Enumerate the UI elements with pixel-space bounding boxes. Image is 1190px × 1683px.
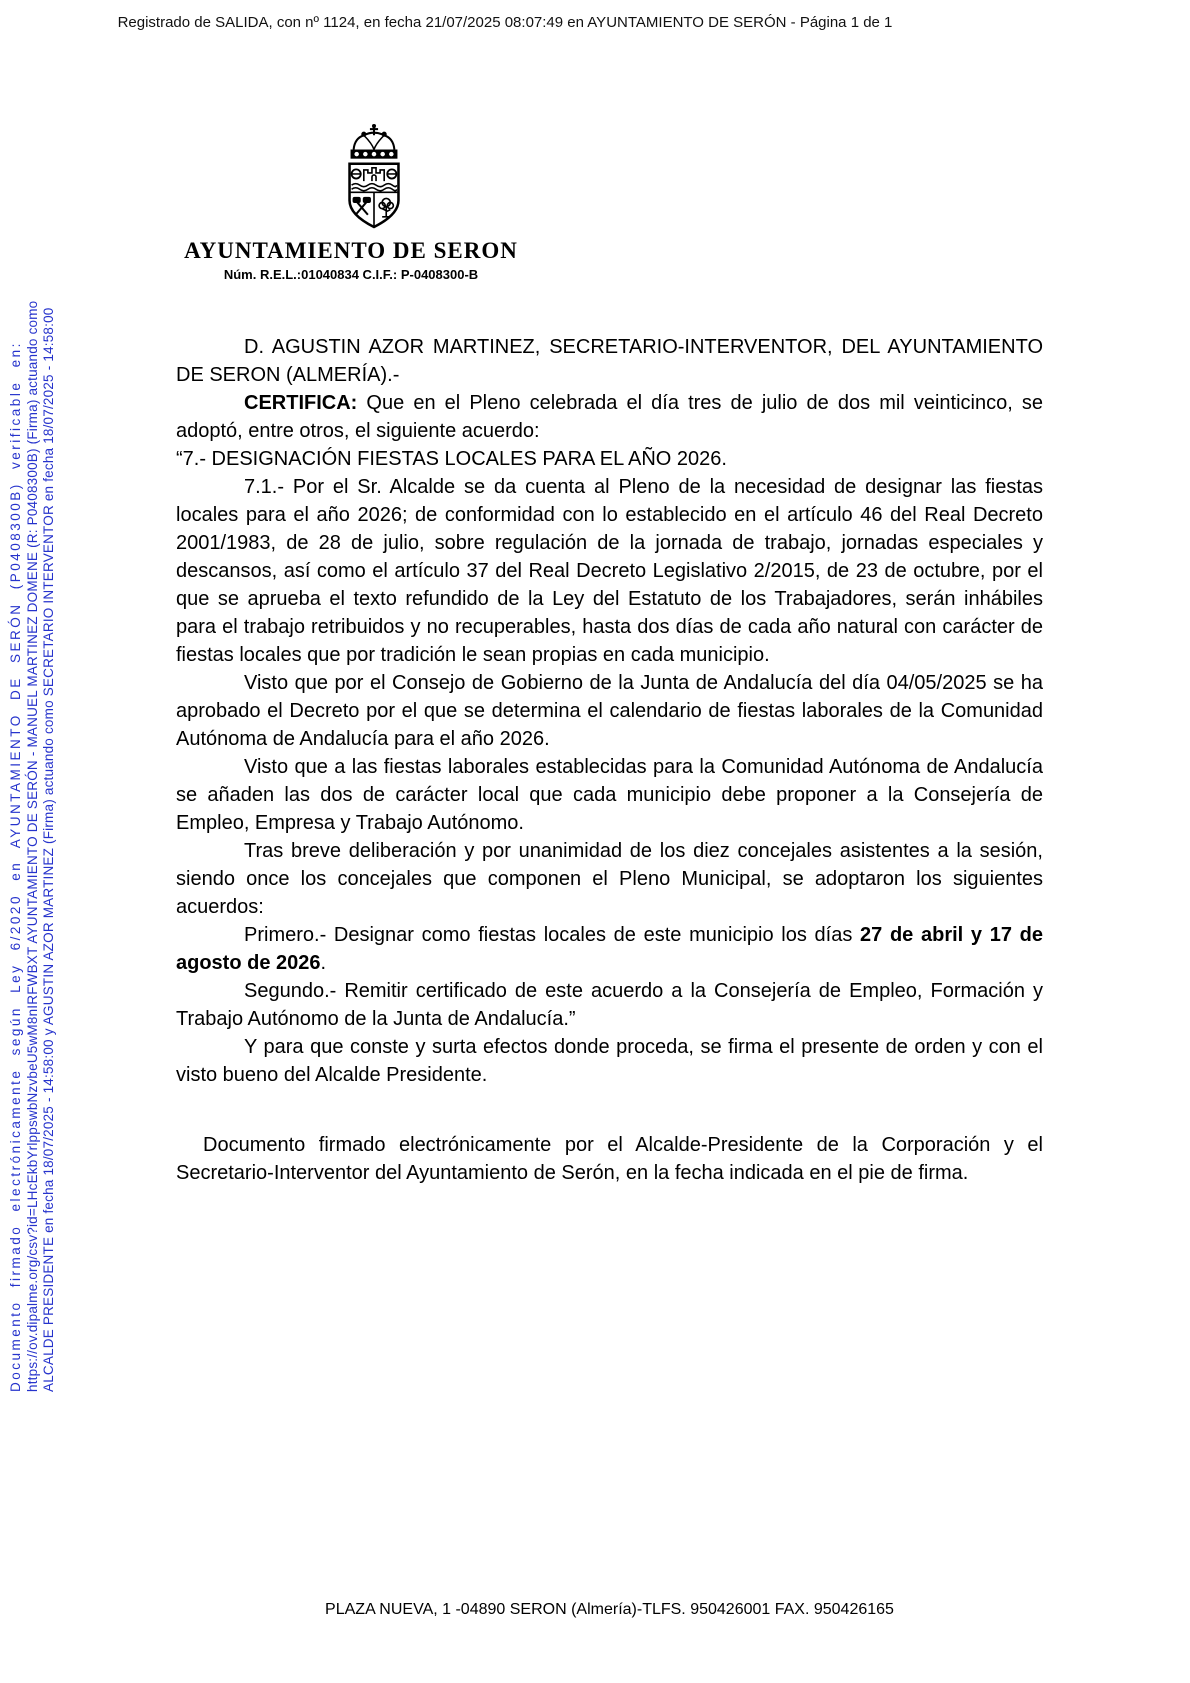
- paragraph-visto-2: Visto que a las fiestas laborales establecidas para la Comunidad Autónoma de Andalucía se añaden las dos de carácter local que cada municipio debe proponer a la Consejería de Empleo, Empresa y Trabajo Autónomo.: [176, 756, 1043, 834]
- certifica-text: Que en el Pleno celebrada el día tres de julio de dos mil veinticinco, se adoptó, entre otros, el siguiente acuerdo:: [176, 392, 1043, 442]
- sidebar-signature-line-3: ALCALDE PRESIDENTE en fecha 18/07/2025 - 14:58:00 y AGUSTIN AZOR MARTINEZ (Firma) actuando como SECRETARIO INTERVENTOR en fecha 18/07/2025 - 14:58:00: [41, 307, 56, 1392]
- paragraph-7-1: 7.1.- Por el Sr. Alcalde se da cuenta al Pleno de la necesidad de designar las fiestas locales para el año 2026; de conformidad con lo establecido en el artículo 46 del Real Decreto 2001/1983, de 28 de julio, sobre regulación de la jornada de trabajo, jornadas especiales y descansos, así como el artículo 37 del Real Decreto Legislativo 2/2015, de 23 de octubre, por el que se aprueba el texto refundido de la Ley del Estatuto de los Trabajadores, serán inhábiles para el trabajo retribuidos y no recuperables, hasta dos días de cada año natural con carácter de fiestas locales que por tradición le sean propias en cada municipio.: [176, 476, 1043, 666]
- certifica-label: CERTIFICA:: [244, 392, 358, 414]
- seron-coat-of-arms-icon: [341, 123, 407, 229]
- primero-dates: 27 de abril y 17 de agosto de 2026: [176, 924, 1043, 974]
- org-header: [176, 238, 526, 282]
- sidebar-signature-line-1: Documento firmado electrónicamente según Ley 6/2020 en AYUNTAMIENTO DE SERÓN (P0408300B) verificable en:: [8, 341, 23, 1392]
- paragraph-firma-electronica: Documento firmado electrónicamente por el Alcalde-Presidente de la Corporación y el Secretario-Interventor del Ayuntamiento de Serón, en la fecha indicada en el pie de firma.: [176, 1134, 1043, 1184]
- sidebar-signature-line-2: https://ov.dipalme.org/csv?id=LHcEkbYrlppswbNzvbeU5wM8nIRFWBXT AYUNTAMIENTO DE SERÓN - MANUEL MARTINEZ DOMENE (R: P0408300B) (Firma) actuando como: [25, 300, 40, 1392]
- paragraph-tras: Tras breve deliberación y por unanimidad de los diez concejales asistentes a la sesión, siendo once los concejales que componen el Pleno Municipal, se adoptaron los siguientes acuerdos:: [176, 840, 1043, 918]
- paragraph-primero: [176, 921, 1043, 977]
- paragraph-heading-7: “7.- DESIGNACIÓN FIESTAS LOCALES PARA EL AÑO 2026.: [176, 448, 727, 470]
- footer-address: PLAZA NUEVA, 1 -04890 SERON (Almería)-TLFS. 950426001 FAX. 950426165: [325, 1601, 894, 1618]
- primero-period: .: [320, 952, 327, 974]
- paragraph-visto-1: Visto que por el Consejo de Gobierno de la Junta de Andalucía del día 04/05/2025 se ha aprobado el Decreto por el que se determina el calendario de fiestas laborales de la Comunidad Autónoma de Andalucía para el año 2026.: [176, 672, 1043, 750]
- primero-text: Primero.- Designar como fiestas locales de este municipio los días: [244, 924, 861, 946]
- paragraph-certifica: [176, 389, 1043, 445]
- paragraph-cierre: Y para que conste y surta efectos donde proceda, se firma el presente de orden y con el visto bueno del Alcalde Presidente.: [176, 1036, 1043, 1086]
- org-registry-ids: Núm. R.E.L.:01040834 C.I.F.: P-0408300-B: [223, 267, 479, 282]
- paragraph-segundo: Segundo.- Remitir certificado de este acuerdo a la Consejería de Empleo, Formación y Trabajo Autónomo de la Junta de Andalucía.”: [176, 980, 1043, 1030]
- org-name: AYUNTAMIENTO DE SERON: [184, 238, 518, 263]
- certificate-body: [176, 333, 1043, 1187]
- paragraph-intro: D. AGUSTIN AZOR MARTINEZ, SECRETARIO-INTERVENTOR, DEL AYUNTAMIENTO DE SERON (ALMERÍA).-: [176, 336, 1043, 386]
- registration-stamp: Registrado de SALIDA, con nº 1124, en fecha 21/07/2025 08:07:49 en AYUNTAMIENTO DE SERÓN - Página 1 de 1: [117, 14, 893, 31]
